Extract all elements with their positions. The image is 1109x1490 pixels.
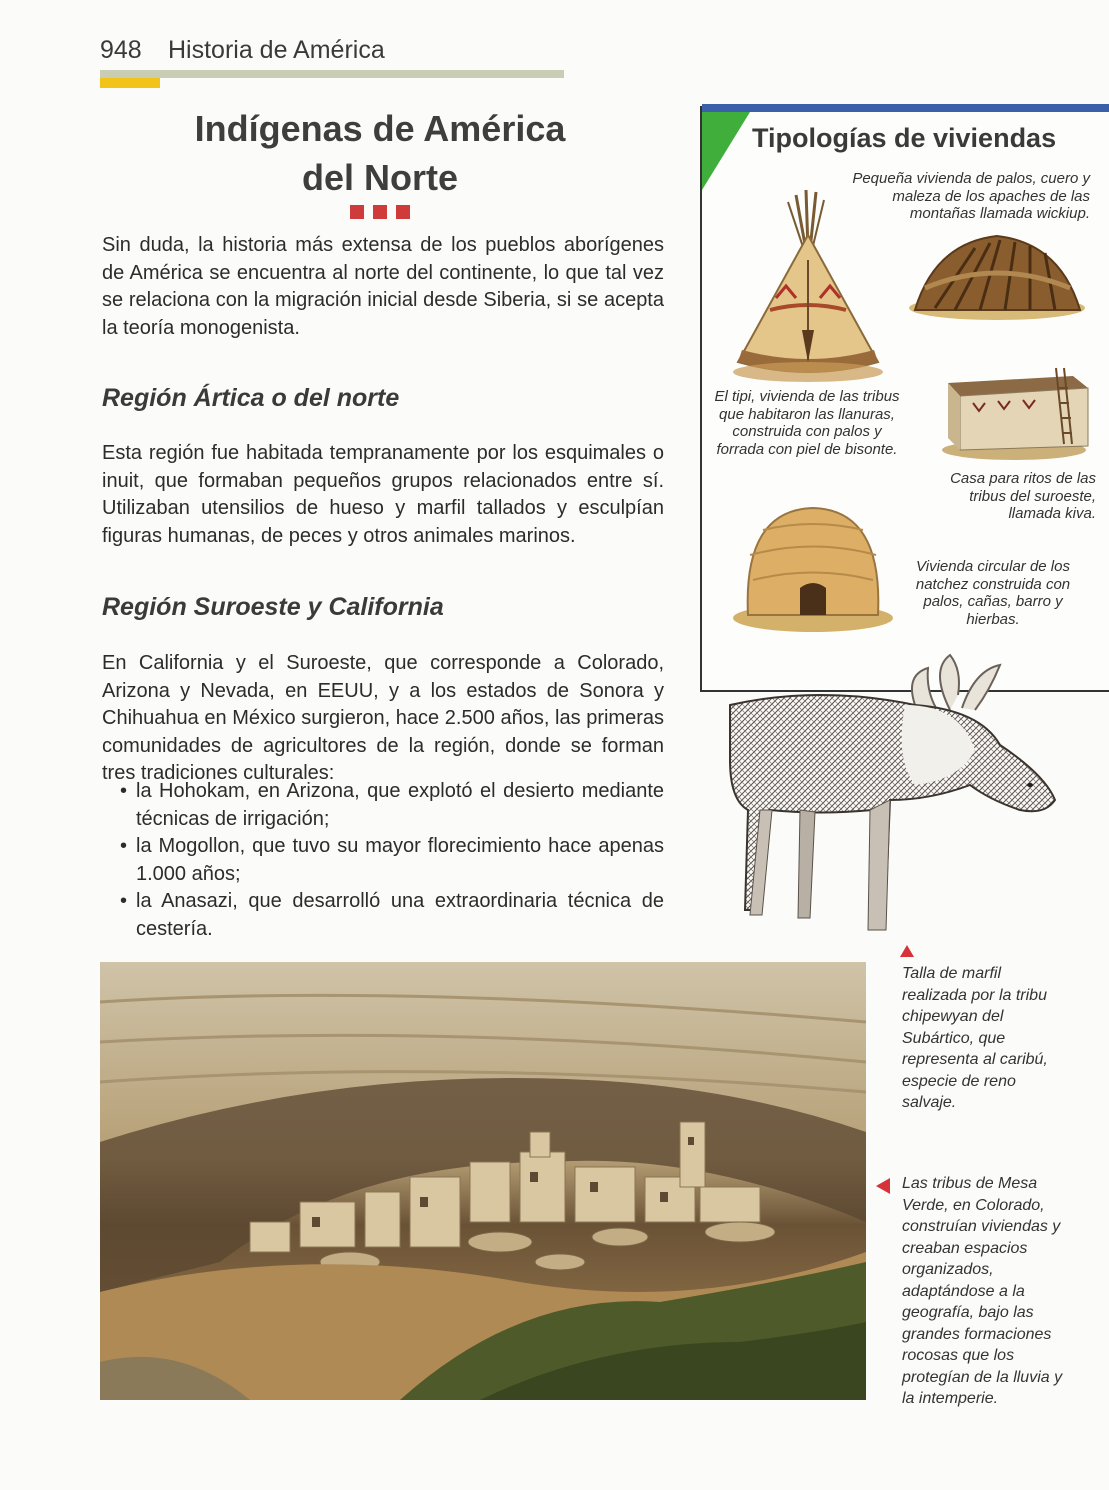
tipi-illustration <box>718 190 898 390</box>
intro-paragraph: Sin duda, la historia más extensa de los pueblos aborígenes de América se encuentra al norte del continente, lo que tal vez se relaciona con la migración inicial desde Siberia, si se acepta la teoría monogenista. <box>102 234 664 339</box>
tipi-caption: El tipi, vivienda de las tribus que habitaron las llanuras, construida con palos y forrada con piel de bisonte. <box>714 388 900 458</box>
title-ornament-square <box>373 205 387 219</box>
page-title <box>150 104 610 202</box>
sidebar-top-bar <box>702 104 1109 112</box>
sidebar-green-corner <box>702 112 750 190</box>
section-heading-arctic: Región Ártica o del norte <box>102 384 400 412</box>
page-title-line1: Indígenas de América <box>194 108 566 149</box>
page-title-line2: del Norte <box>301 157 459 198</box>
caption-pointer-left-icon <box>876 1178 890 1194</box>
caribou-caption: Talla de marfil realizada por la tribu chipewyan del Subártico, que representa al caribú, especie de reno salvaje. <box>902 965 1048 1111</box>
sidebar-title: Tipologías de viviendas <box>752 123 1057 153</box>
list-item: • la Hohokam, en Arizona, que explotó el desierto mediante técnicas de irrigación; <box>120 780 664 830</box>
list-item: • la Anasazi, que desarrolló una extraordinaria técnica de cestería. <box>120 890 664 940</box>
mesa-verde-photo <box>100 962 866 1400</box>
list-item-text: la Hohokam, en Arizona, que explotó el desierto mediante técnicas de irrigación; <box>136 780 664 830</box>
running-title: Historia de América <box>168 36 385 64</box>
list-item-text: la Anasazi, que desarrolló una extraordinaria técnica de cestería. <box>136 890 664 940</box>
caribou-carving-image <box>700 650 1065 945</box>
section-body-southwest: En California y el Suroeste, que corresponde a Colorado, Arizona y Nevada, en EEUU, y a los estados de Sonora y Chihuahua en México surgieron, hace 2.500 años, las primeras comunidades de agricultores de la región, donde se forman tres tradiciones culturales: <box>102 652 664 784</box>
caption-pointer-up-icon <box>900 945 914 957</box>
list-item-text: la Mogollon, que tuvo su mayor florecimiento hace apenas 1.000 años; <box>136 835 664 885</box>
kiva-illustration <box>938 358 1090 463</box>
section-body-arctic: Esta región fue habitada tempranamente por los esquimales o inuit, que formaban pequeños grupos relacionados entre sí. Utilizaban utensilios de hueso y marfil tallados y esculpían figuras humanas, de peces y otros animales marinos. <box>102 442 664 547</box>
section-heading-southwest: Región Suroeste y California <box>102 593 444 621</box>
mesa-verde-caption: Las tribus de Mesa Verde, en Colorado, construían viviendas y creaban espacios organizados, adaptándose a la geografía, bajo las grandes formaciones rocosas que los protegían de la lluvia y la intemperie. <box>902 1175 1063 1407</box>
natchez-house-illustration <box>728 500 898 635</box>
natchez-caption: Vivienda circular de los natchez construida con palos, cañas, barro y hierbas. <box>915 558 1071 628</box>
list-item: • la Mogollon, que tuvo su mayor florecimiento hace apenas 1.000 años; <box>120 835 664 885</box>
page-number: 948 <box>100 36 142 64</box>
title-ornament-square <box>350 205 364 219</box>
kiva-caption: Casa para ritos de las tribus del suroeste, llamada kiva. <box>950 470 1096 522</box>
header-rule <box>100 70 564 78</box>
title-ornament-square <box>396 205 410 219</box>
wickiup-caption: Pequeña vivienda de palos, cuero y maleza de los apaches de las montañas llamada wickiup. <box>852 170 1090 222</box>
culture-list <box>102 778 664 943</box>
wickiup-illustration <box>905 228 1090 323</box>
header-accent-bar <box>100 78 160 88</box>
